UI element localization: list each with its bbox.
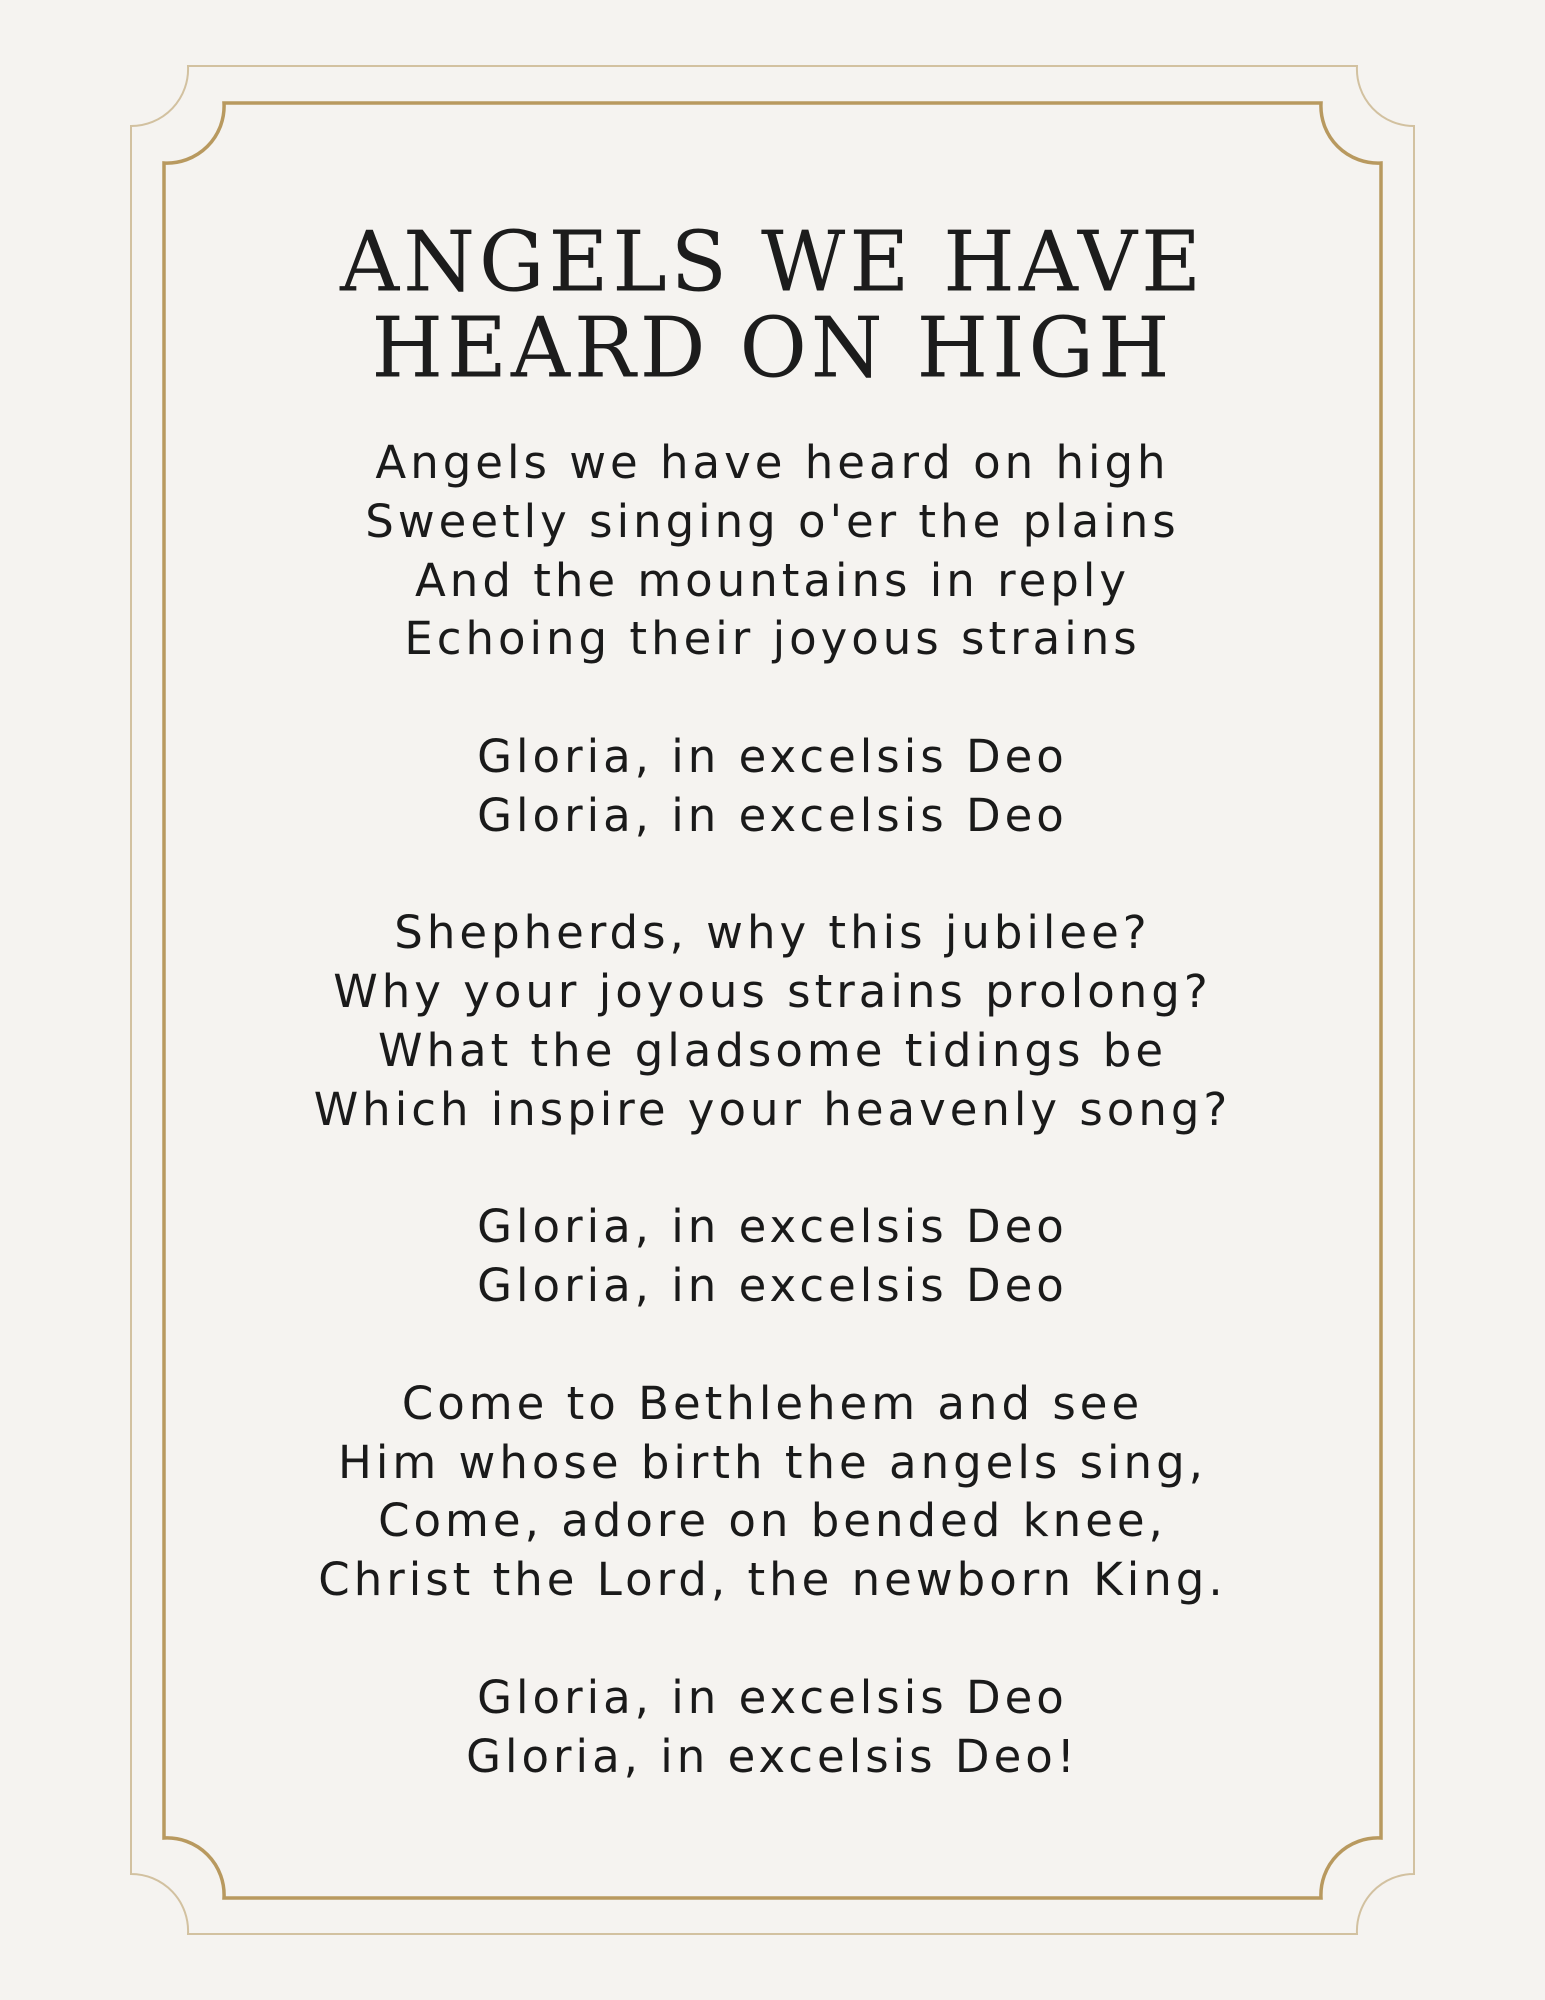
lyric-line: Gloria, in excelsis Deo [477,1200,1068,1254]
refrain-1 [0,728,1545,846]
lyric-line: Christ the Lord, the newborn King. [318,1553,1227,1607]
lyric-line: Gloria, in excelsis Deo! [466,1729,1079,1783]
title-line-1: ANGELS WE HAVE [340,214,1205,312]
lyric-line: Gloria, in excelsis Deo [477,729,1068,783]
lyric-line: What the gladsome tidings be [378,1023,1167,1077]
lyric-line: Gloria, in excelsis Deo [477,788,1068,842]
refrain-3 [0,1669,1545,1787]
lyric-line: Gloria, in excelsis Deo [477,1259,1068,1313]
lyric-line: Come, adore on bended knee, [378,1494,1167,1548]
lyric-line: Echoing their joyous strains [404,612,1141,666]
lyric-line: Sweetly singing o'er the plains [365,494,1180,548]
refrain-2 [0,1198,1545,1316]
lyric-line: Angels we have heard on high [375,436,1170,489]
lyrics [0,434,1545,1845]
lyric-line: And the mountains in reply [415,553,1130,607]
lyric-line: Shepherds, why this jubilee? [394,906,1151,960]
verse-3 [0,1375,1545,1610]
lyric-line: Come to Bethlehem and see [401,1376,1144,1430]
lyric-line: Him whose birth the angels sing, [338,1435,1207,1489]
verse-2 [0,904,1545,1139]
lyric-line: Why your joyous strains prolong? [333,965,1212,1019]
title-line-2: HEARD ON HIGH [371,299,1174,397]
song-title [0,214,1545,397]
lyric-line: Which inspire your heavenly song? [313,1082,1232,1136]
verse-1 [0,434,1545,669]
lyric-line: Gloria, in excelsis Deo [477,1670,1068,1724]
